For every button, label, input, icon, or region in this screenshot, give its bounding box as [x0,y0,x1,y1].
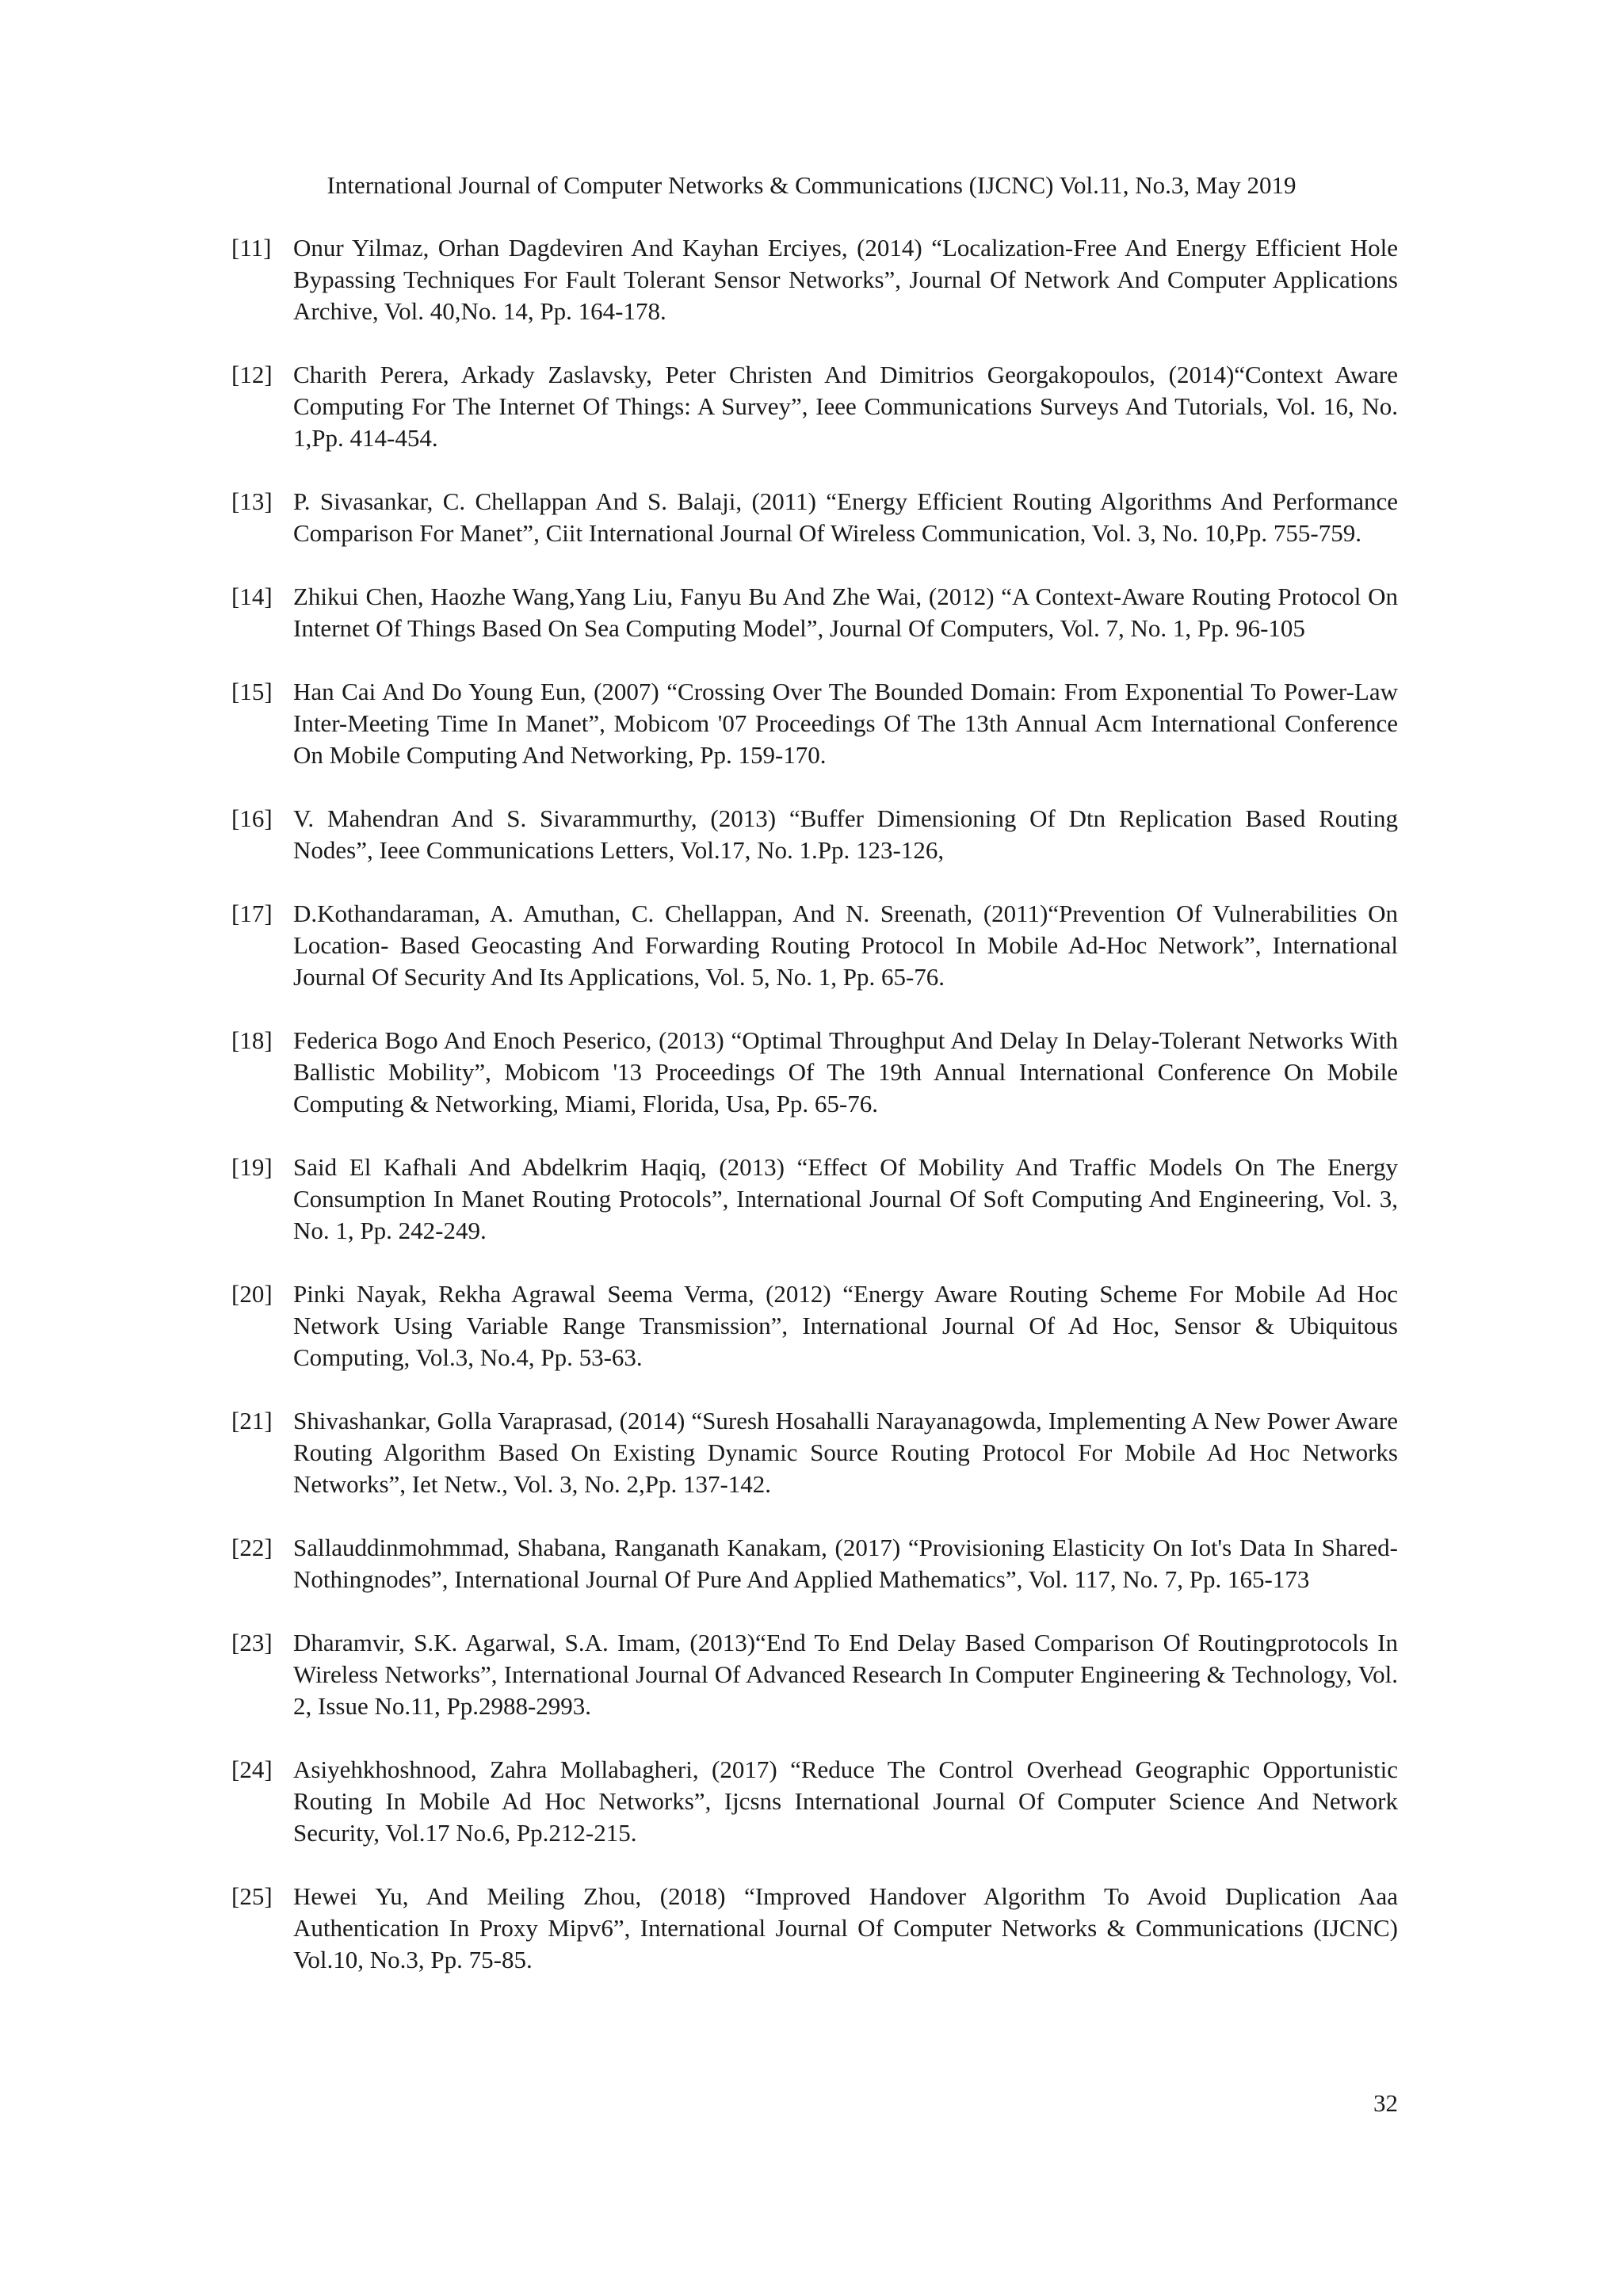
reference-entry [231,1405,1398,1500]
reference-number: [22] [231,1534,273,1561]
reference-number: [21] [231,1407,273,1435]
reference-text: Hewei Yu, And Meiling Zhou, (2018) “Improved Handover Algorithm To Avoid Duplication Aaa Authentication In Proxy Mipv6”, International Journal Of Computer Networks & Communications (IJCNC) Vol.10, No.3, Pp. 75-85. [293,1882,1398,1973]
reference-entry [231,1881,1398,1976]
reference-text: Asiyehkhoshnood, Zahra Mollabagheri, (2017) “Reduce The Control Overhead Geographic Opportunistic Routing In Mobile Ad Hoc Networks”, Ijcsns International Journal Of Computer Science And Network Security, Vol.17 No.6, Pp.212-215. [293,1755,1398,1847]
reference-text: D.Kothandaraman, A. Amuthan, C. Chellappan, And N. Sreenath, (2011)“Prevention Of Vulnerabilities On Location- Based Geocasting And Forwarding Routing Protocol In Mobile Ad-Hoc Network”, International Journal Of Security And Its Applications, Vol. 5, No. 1, Pp. 65-76. [293,900,1398,991]
reference-number: [24] [231,1755,273,1783]
reference-entry [231,1025,1398,1120]
reference-entry [231,1152,1398,1247]
reference-text: Onur Yilmaz, Orhan Dagdeviren And Kayhan Erciyes, (2014) “Localization-Free And Energy Efficient Hole Bypassing Techniques For Fault Tolerant Sensor Networks”, Journal Of Network And Computer Applications Archive, Vol. 40,No. 14, Pp. 164-178. [293,234,1398,325]
reference-entry [231,486,1398,549]
reference-number: [17] [231,900,273,927]
reference-number: [14] [231,583,273,610]
reference-text: Shivashankar, Golla Varaprasad, (2014) “Suresh Hosahalli Narayanagowda, Implementing A New Power Aware Routing Algorithm Based On Existing Dynamic Source Routing Protocol For Mobile Ad Hoc Networks Networks”, Iet Netw., Vol. 3, No. 2,Pp. 137-142. [293,1407,1398,1498]
journal-running-header: International Journal of Computer Networks & Communications (IJCNC) Vol.11, No.3, May 2019 [327,171,1296,199]
page-number: 32 [1373,2089,1398,2117]
reference-entry [231,1627,1398,1722]
reference-text: V. Mahendran And S. Sivarammurthy, (2013) “Buffer Dimensioning Of Dtn Replication Based Routing Nodes”, Ieee Communications Letters, Vol.17, No. 1.Pp. 123-126, [293,804,1398,864]
reference-text: Sallauddinmohmmad, Shabana, Ranganath Kanakam, (2017) “Provisioning Elasticity On Iot's Data In Shared-Nothingnodes”, International Journal Of Pure And Applied Mathematics”, Vol. 117, No. 7, Pp. 165-173 [293,1534,1398,1593]
reference-entry [231,1532,1398,1595]
reference-text: Han Cai And Do Young Eun, (2007) “Crossing Over The Bounded Domain: From Exponential To Power-Law Inter-Meeting Time In Manet”, Mobicom '07 Proceedings Of The 13th Annual Acm International Conference On Mobile Computing And Networking, Pp. 159-170. [293,678,1398,769]
reference-number: [23] [231,1629,273,1656]
reference-text: Pinki Nayak, Rekha Agrawal Seema Verma, (2012) “Energy Aware Routing Scheme For Mobile Ad Hoc Network Using Variable Range Transmission”, International Journal Of Ad Hoc, Sensor & Ubiquitous Computing, Vol.3, No.4, Pp. 53-63. [293,1280,1398,1371]
reference-number: [20] [231,1280,273,1308]
reference-number: [11] [231,234,272,262]
reference-number: [12] [231,361,273,388]
reference-number: [25] [231,1882,273,1910]
reference-text: Federica Bogo And Enoch Peserico, (2013) “Optimal Throughput And Delay In Delay-Tolerant Networks With Ballistic Mobility”, Mobicom '13 Proceedings Of The 19th Annual International Conference On Mobile Computing & Networking, Miami, Florida, Usa, Pp. 65-76. [293,1026,1398,1117]
reference-entry [231,676,1398,771]
reference-entry [231,803,1398,866]
reference-entry [231,898,1398,993]
reference-number: [18] [231,1026,273,1054]
reference-entry [231,581,1398,644]
reference-list [231,232,1398,2008]
reference-entry [231,1278,1398,1373]
reference-number: [19] [231,1153,273,1181]
reference-number: [15] [231,678,273,705]
reference-text: Charith Perera, Arkady Zaslavsky, Peter Christen And Dimitrios Georgakopoulos, (2014)“Context Aware Computing For The Internet Of Things: A Survey”, Ieee Communications Surveys And Tutorials, Vol. 16, No. 1,Pp. 414-454. [293,361,1398,452]
reference-text: P. Sivasankar, C. Chellappan And S. Balaji, (2011) “Energy Efficient Routing Algorithms And Performance Comparison For Manet”, Ciit International Journal Of Wireless Communication, Vol. 3, No. 10,Pp. 755-759. [293,487,1398,547]
reference-text: Dharamvir, S.K. Agarwal, S.A. Imam, (2013)“End To End Delay Based Comparison Of Routingprotocols In Wireless Networks”, International Journal Of Advanced Research In Computer Engineering & Technology, Vol. 2, Issue No.11, Pp.2988-2993. [293,1629,1398,1720]
reference-number: [13] [231,487,273,515]
reference-entry [231,359,1398,454]
reference-text: Zhikui Chen, Haozhe Wang,Yang Liu, Fanyu Bu And Zhe Wai, (2012) “A Context-Aware Routing Protocol On Internet Of Things Based On Sea Computing Model”, Journal Of Computers, Vol. 7, No. 1, Pp. 96-105 [293,583,1398,642]
reference-entry [231,232,1398,327]
reference-entry [231,1754,1398,1849]
reference-text: Said El Kafhali And Abdelkrim Haqiq, (2013) “Effect Of Mobility And Traffic Models On The Energy Consumption In Manet Routing Protocols”, International Journal Of Soft Computing And Engineering, Vol. 3, No. 1, Pp. 242-249. [293,1153,1398,1244]
reference-number: [16] [231,804,273,832]
